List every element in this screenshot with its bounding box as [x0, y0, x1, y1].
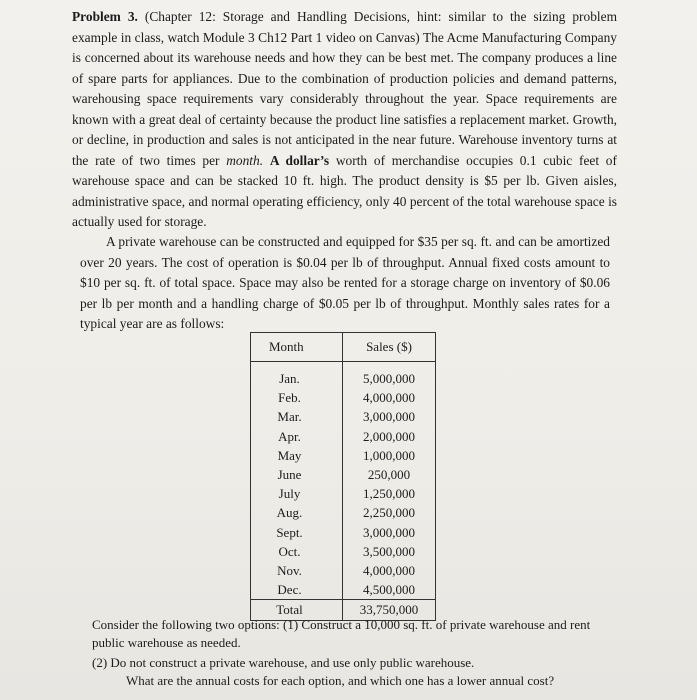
problem-intro-end: worth of merchandise occupies 0.1 cubic feet of warehouse space and can be stacked 10 ft. high. The product density is $5 per lb. Given aisles, administrative space, and normal operating efficiency, only 40 percent of the total warehouse space is actually used for storage.: [72, 152, 617, 229]
month-cell: Nov.: [251, 561, 343, 580]
month-cell: Oct.: [251, 542, 343, 561]
table-header-row: [251, 333, 436, 362]
table-row: [251, 465, 436, 484]
sales-cell: 4,000,000: [343, 561, 436, 580]
month-header: Month: [251, 333, 343, 362]
month-cell: Apr.: [251, 427, 343, 446]
month-cell: Jan.: [251, 362, 343, 389]
table-row: [251, 561, 436, 580]
sales-cell: 4,000,000: [343, 388, 436, 407]
table-row: [251, 427, 436, 446]
question-prompt: What are the annual costs for each option, and which one has a lower annual cost?: [126, 673, 555, 688]
total-label-cell: Total: [251, 600, 343, 620]
sales-cell: 3,000,000: [343, 523, 436, 542]
sales-cell: 2,250,000: [343, 503, 436, 522]
month-cell: Feb.: [251, 388, 343, 407]
table-row: [251, 542, 436, 561]
table-row: [251, 484, 436, 503]
sales-table: [250, 332, 436, 621]
month-cell: Dec.: [251, 580, 343, 600]
sales-cell: 4,500,000: [343, 580, 436, 600]
table-row: [251, 388, 436, 407]
problem-intro: (Chapter 12: Storage and Handling Decisions, hint: similar to the sizing problem example in class, watch Module 3 Ch12 Part 1 video on Canvas) The Acme Manufacturing Company is concerned about its warehouse needs and how they can be best met. The company produces a line of spare parts for appliances. Due to the combination of production policies and demand patterns, warehousing space requirements vary considerably throughout the year. Space requirements are known with a great deal of certainty because the product line satisfies a replacement market. Growth, or decline, in production and sales is not anticipated in the near future. Warehouse inventory turns at the rate of two times per: [72, 9, 617, 168]
table-row: [251, 362, 436, 389]
problem-intro-italic: month.: [226, 152, 264, 168]
table-row: [251, 503, 436, 522]
table-row: [251, 446, 436, 465]
sales-cell: 5,000,000: [343, 362, 436, 389]
sales-cell: 250,000: [343, 465, 436, 484]
table-row: [251, 580, 436, 600]
month-cell: July: [251, 484, 343, 503]
problem-paragraph-1: [72, 7, 617, 233]
sales-header: Sales ($): [343, 333, 436, 362]
table-row: [251, 523, 436, 542]
month-cell: May: [251, 446, 343, 465]
question-option-2: (2) Do not construct a private warehouse, and use only public warehouse.: [92, 655, 475, 670]
sales-cell: 2,000,000: [343, 427, 436, 446]
sales-cell: 1,250,000: [343, 484, 436, 503]
month-cell: Sept.: [251, 523, 343, 542]
sales-cell: 3,500,000: [343, 542, 436, 561]
table-row: [251, 407, 436, 426]
problem-paragraph-2: A private warehouse can be constructed and equipped for $35 per sq. ft. and can be amortized over 20 years. The cost of operation is $0.04 per lb of throughput. Annual fixed costs amount to $10 per sq. ft. of total space. Space may also be rented for a storage charge on inventory of $0.06 per lb per month and a handling charge of $0.05 per lb of throughput. Monthly sales rates for a typical year are as follows:: [80, 234, 610, 331]
month-cell: June: [251, 465, 343, 484]
question-option-1: Consider the following two options: (1) Construct a 10,000 sq. ft. of private warehouse and rent public warehouse as needed.: [92, 617, 591, 650]
sales-cell: 1,000,000: [343, 446, 436, 465]
problem-label: Problem 3.: [72, 9, 138, 24]
month-cell: Aug.: [251, 503, 343, 522]
sales-cell: 3,000,000: [343, 407, 436, 426]
problem-bold-phrase: A dollar’s: [269, 152, 330, 168]
month-cell: Mar.: [251, 407, 343, 426]
total-value-cell: 33,750,000: [343, 600, 436, 620]
